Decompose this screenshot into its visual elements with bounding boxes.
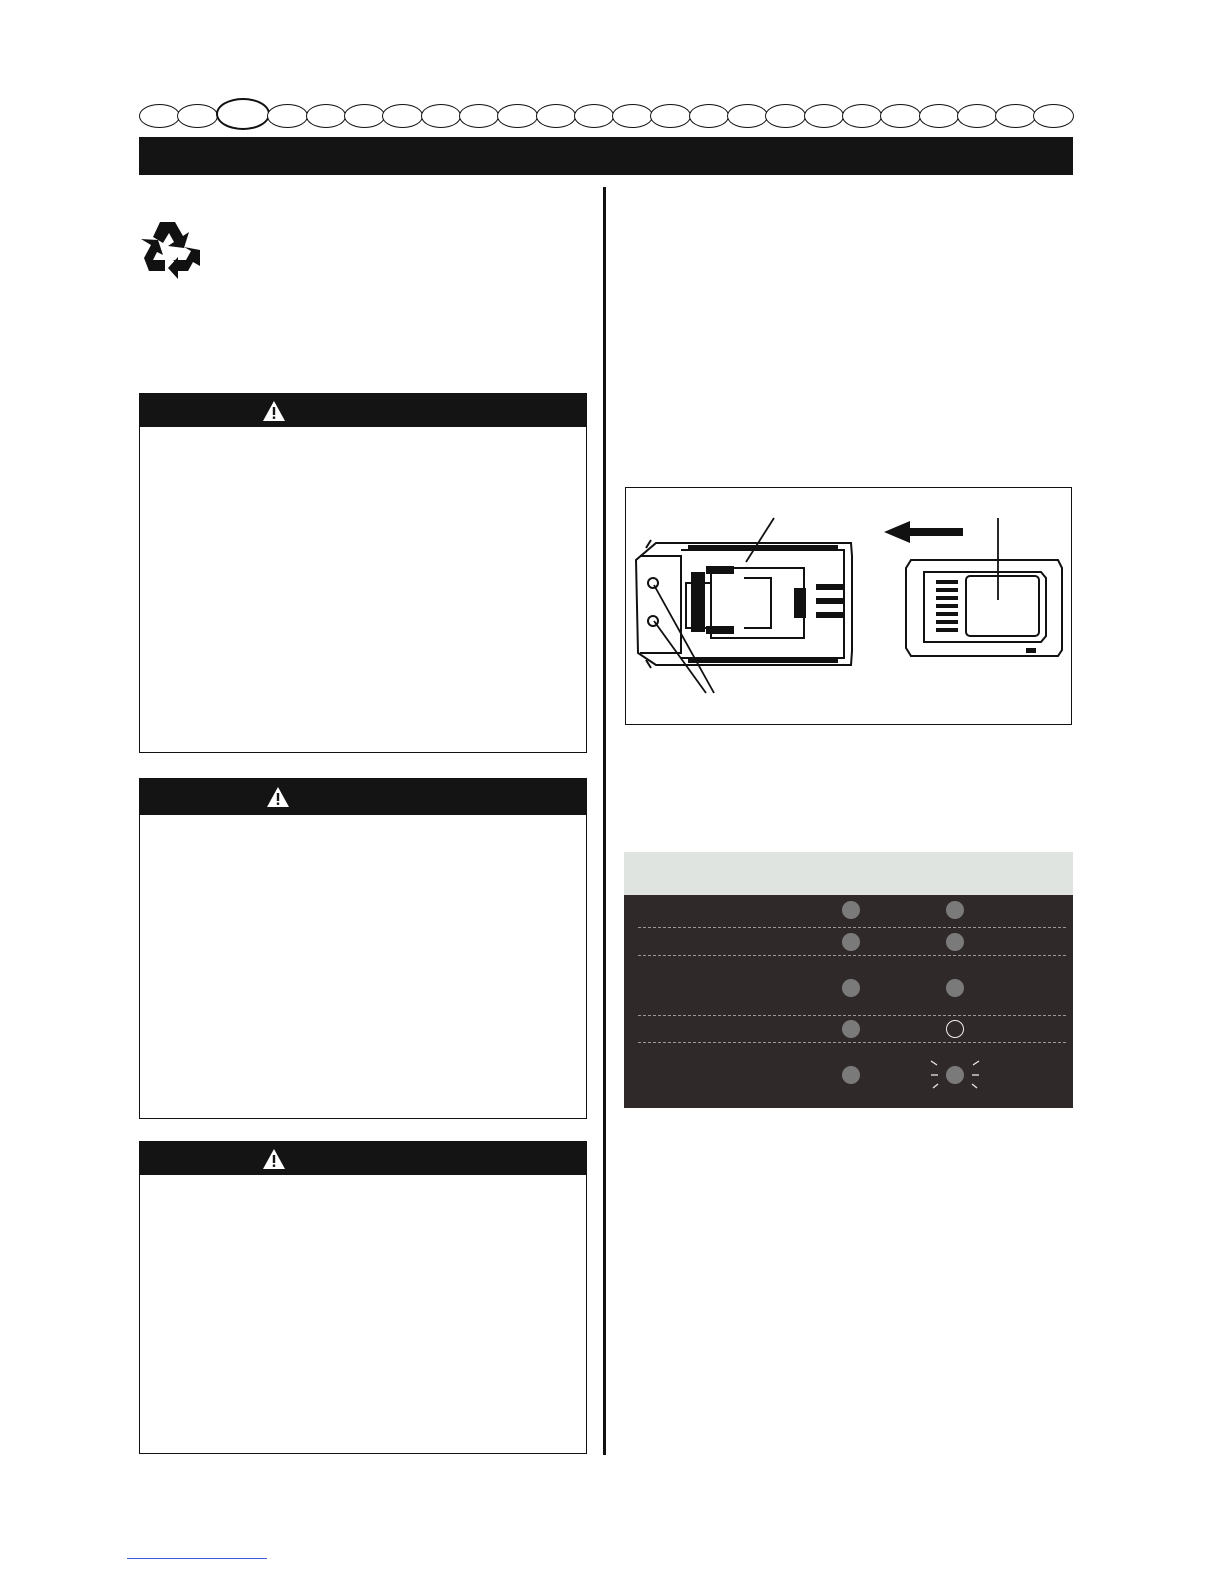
led-indicator xyxy=(842,933,860,951)
warning-box-1 xyxy=(139,393,587,753)
row-divider xyxy=(638,955,1066,956)
led-indicator xyxy=(946,901,964,919)
charger-battery-figure xyxy=(625,487,1072,725)
row-divider xyxy=(638,1015,1066,1016)
language-tab[interactable] xyxy=(727,104,768,128)
language-tab[interactable] xyxy=(1033,104,1074,128)
led-indicator-off xyxy=(946,1020,964,1038)
led-indicator xyxy=(842,1066,860,1084)
flashing-rays-icon xyxy=(929,1057,981,1093)
led-indicator xyxy=(842,901,860,919)
table-body xyxy=(624,895,1073,1108)
language-tab[interactable] xyxy=(919,104,960,128)
language-tab[interactable] xyxy=(497,104,538,128)
language-tab[interactable] xyxy=(382,104,423,128)
warning-triangle-icon xyxy=(262,1148,286,1170)
language-tab-active[interactable] xyxy=(216,98,270,130)
led-indicator xyxy=(842,1020,860,1038)
language-tab[interactable] xyxy=(536,104,577,128)
warning-box-3 xyxy=(139,1141,587,1454)
row-divider xyxy=(638,927,1066,928)
language-tab[interactable] xyxy=(995,104,1036,128)
warning-triangle-icon xyxy=(262,400,286,422)
warning-header xyxy=(140,1142,586,1175)
language-tab[interactable] xyxy=(267,104,308,128)
led-indicator-table xyxy=(624,852,1073,1108)
warning-header xyxy=(140,779,586,815)
language-tab[interactable] xyxy=(344,104,385,128)
row-divider xyxy=(638,1042,1066,1043)
language-tab[interactable] xyxy=(689,104,730,128)
language-tab[interactable] xyxy=(842,104,883,128)
language-tab[interactable] xyxy=(765,104,806,128)
language-tab[interactable] xyxy=(421,104,462,128)
language-tab[interactable] xyxy=(574,104,615,128)
language-tab[interactable] xyxy=(804,104,845,128)
language-tab[interactable] xyxy=(177,104,218,128)
warning-triangle-icon xyxy=(266,786,290,808)
column-divider xyxy=(603,187,606,1455)
section-title-bar xyxy=(139,137,1073,175)
led-indicator xyxy=(842,979,860,997)
recycle-icon xyxy=(138,216,204,282)
charger-battery-illustration xyxy=(626,488,1071,724)
warning-header xyxy=(140,394,586,427)
language-tab[interactable] xyxy=(306,104,347,128)
language-tab[interactable] xyxy=(139,104,180,128)
language-selector xyxy=(139,102,1074,132)
battery-drawing xyxy=(906,560,1062,656)
warning-box-2 xyxy=(139,778,587,1119)
led-indicator xyxy=(946,979,964,997)
arrow-left-icon xyxy=(884,521,963,543)
language-tab[interactable] xyxy=(612,104,653,128)
table-header xyxy=(624,852,1073,895)
led-indicator xyxy=(946,933,964,951)
language-tab[interactable] xyxy=(957,104,998,128)
language-tab[interactable] xyxy=(459,104,500,128)
language-tab[interactable] xyxy=(650,104,691,128)
footer-link-underline xyxy=(127,1558,267,1559)
language-tab[interactable] xyxy=(880,104,921,128)
